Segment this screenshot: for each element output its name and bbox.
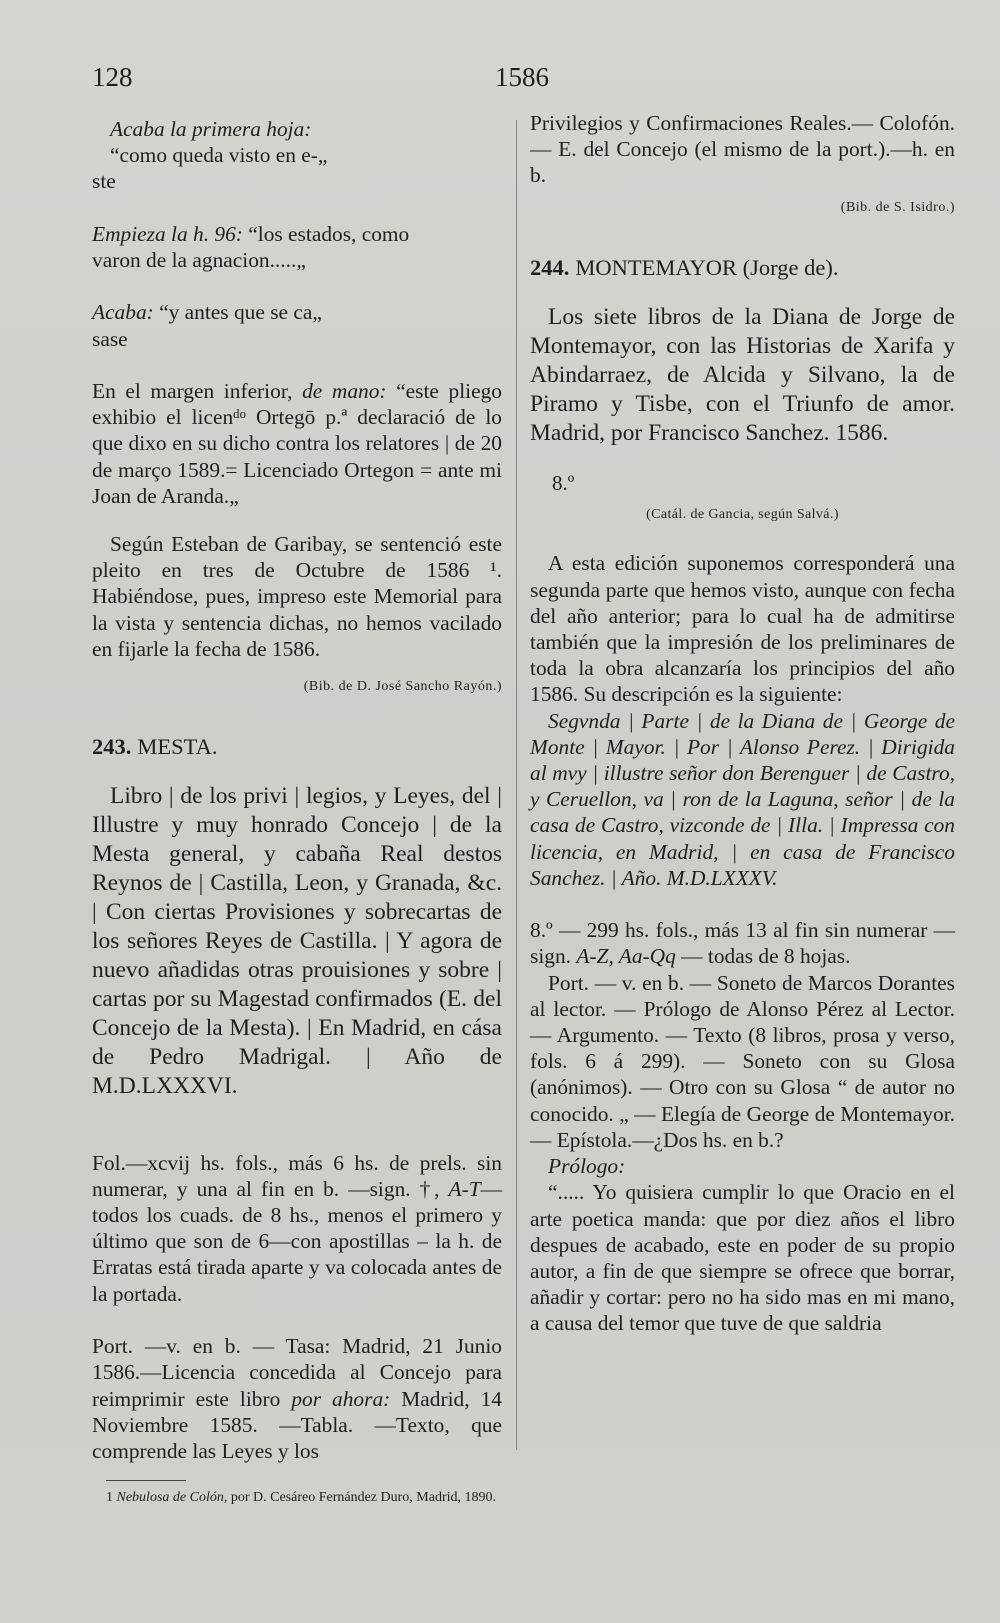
entry-244-title: MONTEMAYOR (Jorge de).: [575, 254, 839, 280]
acaba-label: Acaba la primera hoja:: [110, 117, 312, 141]
footnote-citation: por D. Cesáreo Fernández Duro, Madrid, 1890.: [227, 1490, 496, 1506]
contents-text: Port. —v. en b. — Tasa: Madrid, 21 Junio 1586.—Licencia concedida al Concejo para reimprimir este libro: [92, 1334, 502, 1411]
contents-por-ahora: por ahora:: [291, 1386, 391, 1411]
acaba2-label: Acaba:: [92, 300, 154, 325]
entry-243-heading: [92, 734, 502, 760]
footnote: [92, 1489, 502, 1507]
margin-note-quote: “este pliego exhibio el licenᵈᵒ Ortegō p.ª declaració de lo que dixo en su dicho contra los relatores | de 20 de março 1589.= Licenciado Ortegon = ante mi Joan de Aranda.„: [92, 379, 502, 508]
acaba-quote: “como queda visto en e-„ ste: [92, 143, 328, 194]
margin-note-text: En el margen inferior,: [92, 379, 303, 404]
margin-note: [92, 352, 502, 509]
segunda-parte-title: Segvnda | Parte | de la Diana de | George de Monte | Mayor. | Por | Alonso Perez. | Dirigida al mvy | illustre señor don Berenguer | de Castro, y Ceruellon, va | ron de la Laguna, señor | de la casa de Castro, vizconde de | Illa. | Impressa con licencia, en Madrid, | en casa de Francisco Sanchez. | Año. M.D.LXXXV.: [530, 708, 955, 890]
empieza-label: Empieza la h. 96:: [92, 221, 243, 246]
source-gancia-salva: (Catál. de Gancia, según Salvá.): [646, 507, 839, 523]
book-format: 8.º: [552, 471, 575, 496]
margin-note-mano: de mano:: [302, 379, 387, 404]
segunda-collation-text: 8.º — 299 hs. fols., más 13 al fin sin numerar — sign.: [530, 918, 955, 969]
entry-243-title: MESTA.: [137, 734, 218, 760]
contents-text-2: Madrid, 14 Noviembre 1585. —Tabla. —Texto, que comprende las Leyes y los: [92, 1386, 502, 1463]
entry-244-number: 244.: [530, 254, 570, 280]
right-column: [530, 110, 955, 1337]
source-sancho-rayon: (Bib. de D. José Sancho Rayón.): [303, 679, 502, 695]
footnote-title: Nebulosa de Colón,: [116, 1490, 228, 1506]
source-san-isidro: (Bib. de S. Isidro.): [840, 199, 955, 215]
segunda-contents: Port. — v. en b. — Soneto de Marcos Dorantes al lector. — Prólogo de Alonso Pérez al Lector. — Argumento. — Texto (8 libros, prosa y verso, fols. 6 á 299). — Soneto con su Glosa (anónimos). — Otro con su Glosa “ de autor no conocido. „ — Elegía de George de Montemayor. — Epístola.—¿Dos hs. en b.?: [530, 970, 955, 1152]
entry-244-heading: [530, 255, 955, 281]
garibay-paragraph: Según Esteban de Garibay, se sentenció este pleito en tres de Octubre de 1586 ¹. Habiéndose, pues, impreso este Memorial para la vista y sentencia dichas, no hemos vacilado en fijarle la fecha de 1586.: [92, 532, 502, 661]
collation-text: Fol.—xcvij hs. fols., más 6 hs. de prels. sin numerar, y una al fin en b. —sign. †,: [92, 1150, 502, 1201]
edition-note: A esta edición suponemos corresponderá una segunda parte que hemos visto, aunque con fecha del año anterior; para lo cual ha de admitirse también que la impresión de los preliminares de toda la obra alcanzaría los principios del año 1586. Su descripción es la siguiente:: [530, 551, 955, 707]
empieza-block: [92, 195, 502, 274]
mesta-collation: [92, 1123, 502, 1306]
segunda-collation-text-2: — todas de 8 hojas.: [675, 944, 851, 969]
page-number: 128: [92, 62, 133, 92]
diana-title-transcription: Los siete libros de la Diana de Jorge de Montemayor, con las Historias de Xarifa y Abindarraez, de Alcida y Silvano, la de Piramo y Tisbe, con el Triunfo de amor. Madrid, por Francisco Sanchez. 1586.: [530, 304, 955, 447]
acaba2-quote: “y antes que se ca„ sase: [92, 300, 322, 351]
segunda-collation: [530, 891, 955, 970]
empieza-quote: “los estados, como varon de la agnacion.....„: [92, 221, 410, 273]
mesta-title-transcription: Libro | de los privi | legios, y Leyes, del | Illustre y muy honrado Concejo | de la Mesta general, y cabaña Real destos Reynos de | Castilla, Leon, y Granada, &c. | Con ciertas Provisiones y sobrecartas de los señores Reyes de Castilla. | Y agora de nuevo añadidas otras prouisiones y sobre | cartas por su Magestad confirmados (E. del Concejo de la Mesta). | En Madrid, en cása de Pedro Madrigal. | Año de M.D.LXXXVI.: [92, 783, 502, 1100]
continuation-text: Privilegios y Confirmaciones Reales.— Colofón. — E. del Concejo (el mismo de la port.).—h. en b.: [530, 111, 955, 188]
prologo-quote: “..... Yo quisiera cumplir lo que Oracio en el arte poetica manda: que por diez años el libro despues de acabado, este en poder de su propio autor, a fin de que siempre se ofrece que borrar, añadir y cortar: pero no ha sido mas en mi mano, a causa del temor que tuve de que saldria: [530, 1180, 955, 1336]
acaba2-block: [92, 273, 502, 352]
running-year: 1586: [495, 62, 549, 92]
footnote-rule: [106, 1480, 186, 1481]
segunda-signatures: A-Z, Aa-Qq: [576, 944, 676, 969]
footnote-number: 1: [106, 1490, 117, 1506]
mesta-contents: [92, 1307, 502, 1464]
entry-243-number: 243.: [92, 734, 132, 760]
column-divider: [516, 120, 517, 1450]
collation-text-2: —todos los cuads. de 8 hs., menos el primero y último que son de 6—con apostillas – la h. de Erratas está tirada aparte y va colocada antes de la portada.: [92, 1176, 502, 1306]
left-column: [92, 116, 502, 1507]
collation-signatures: A-T: [448, 1176, 481, 1201]
prologo-label: Prólogo:: [548, 1154, 626, 1179]
